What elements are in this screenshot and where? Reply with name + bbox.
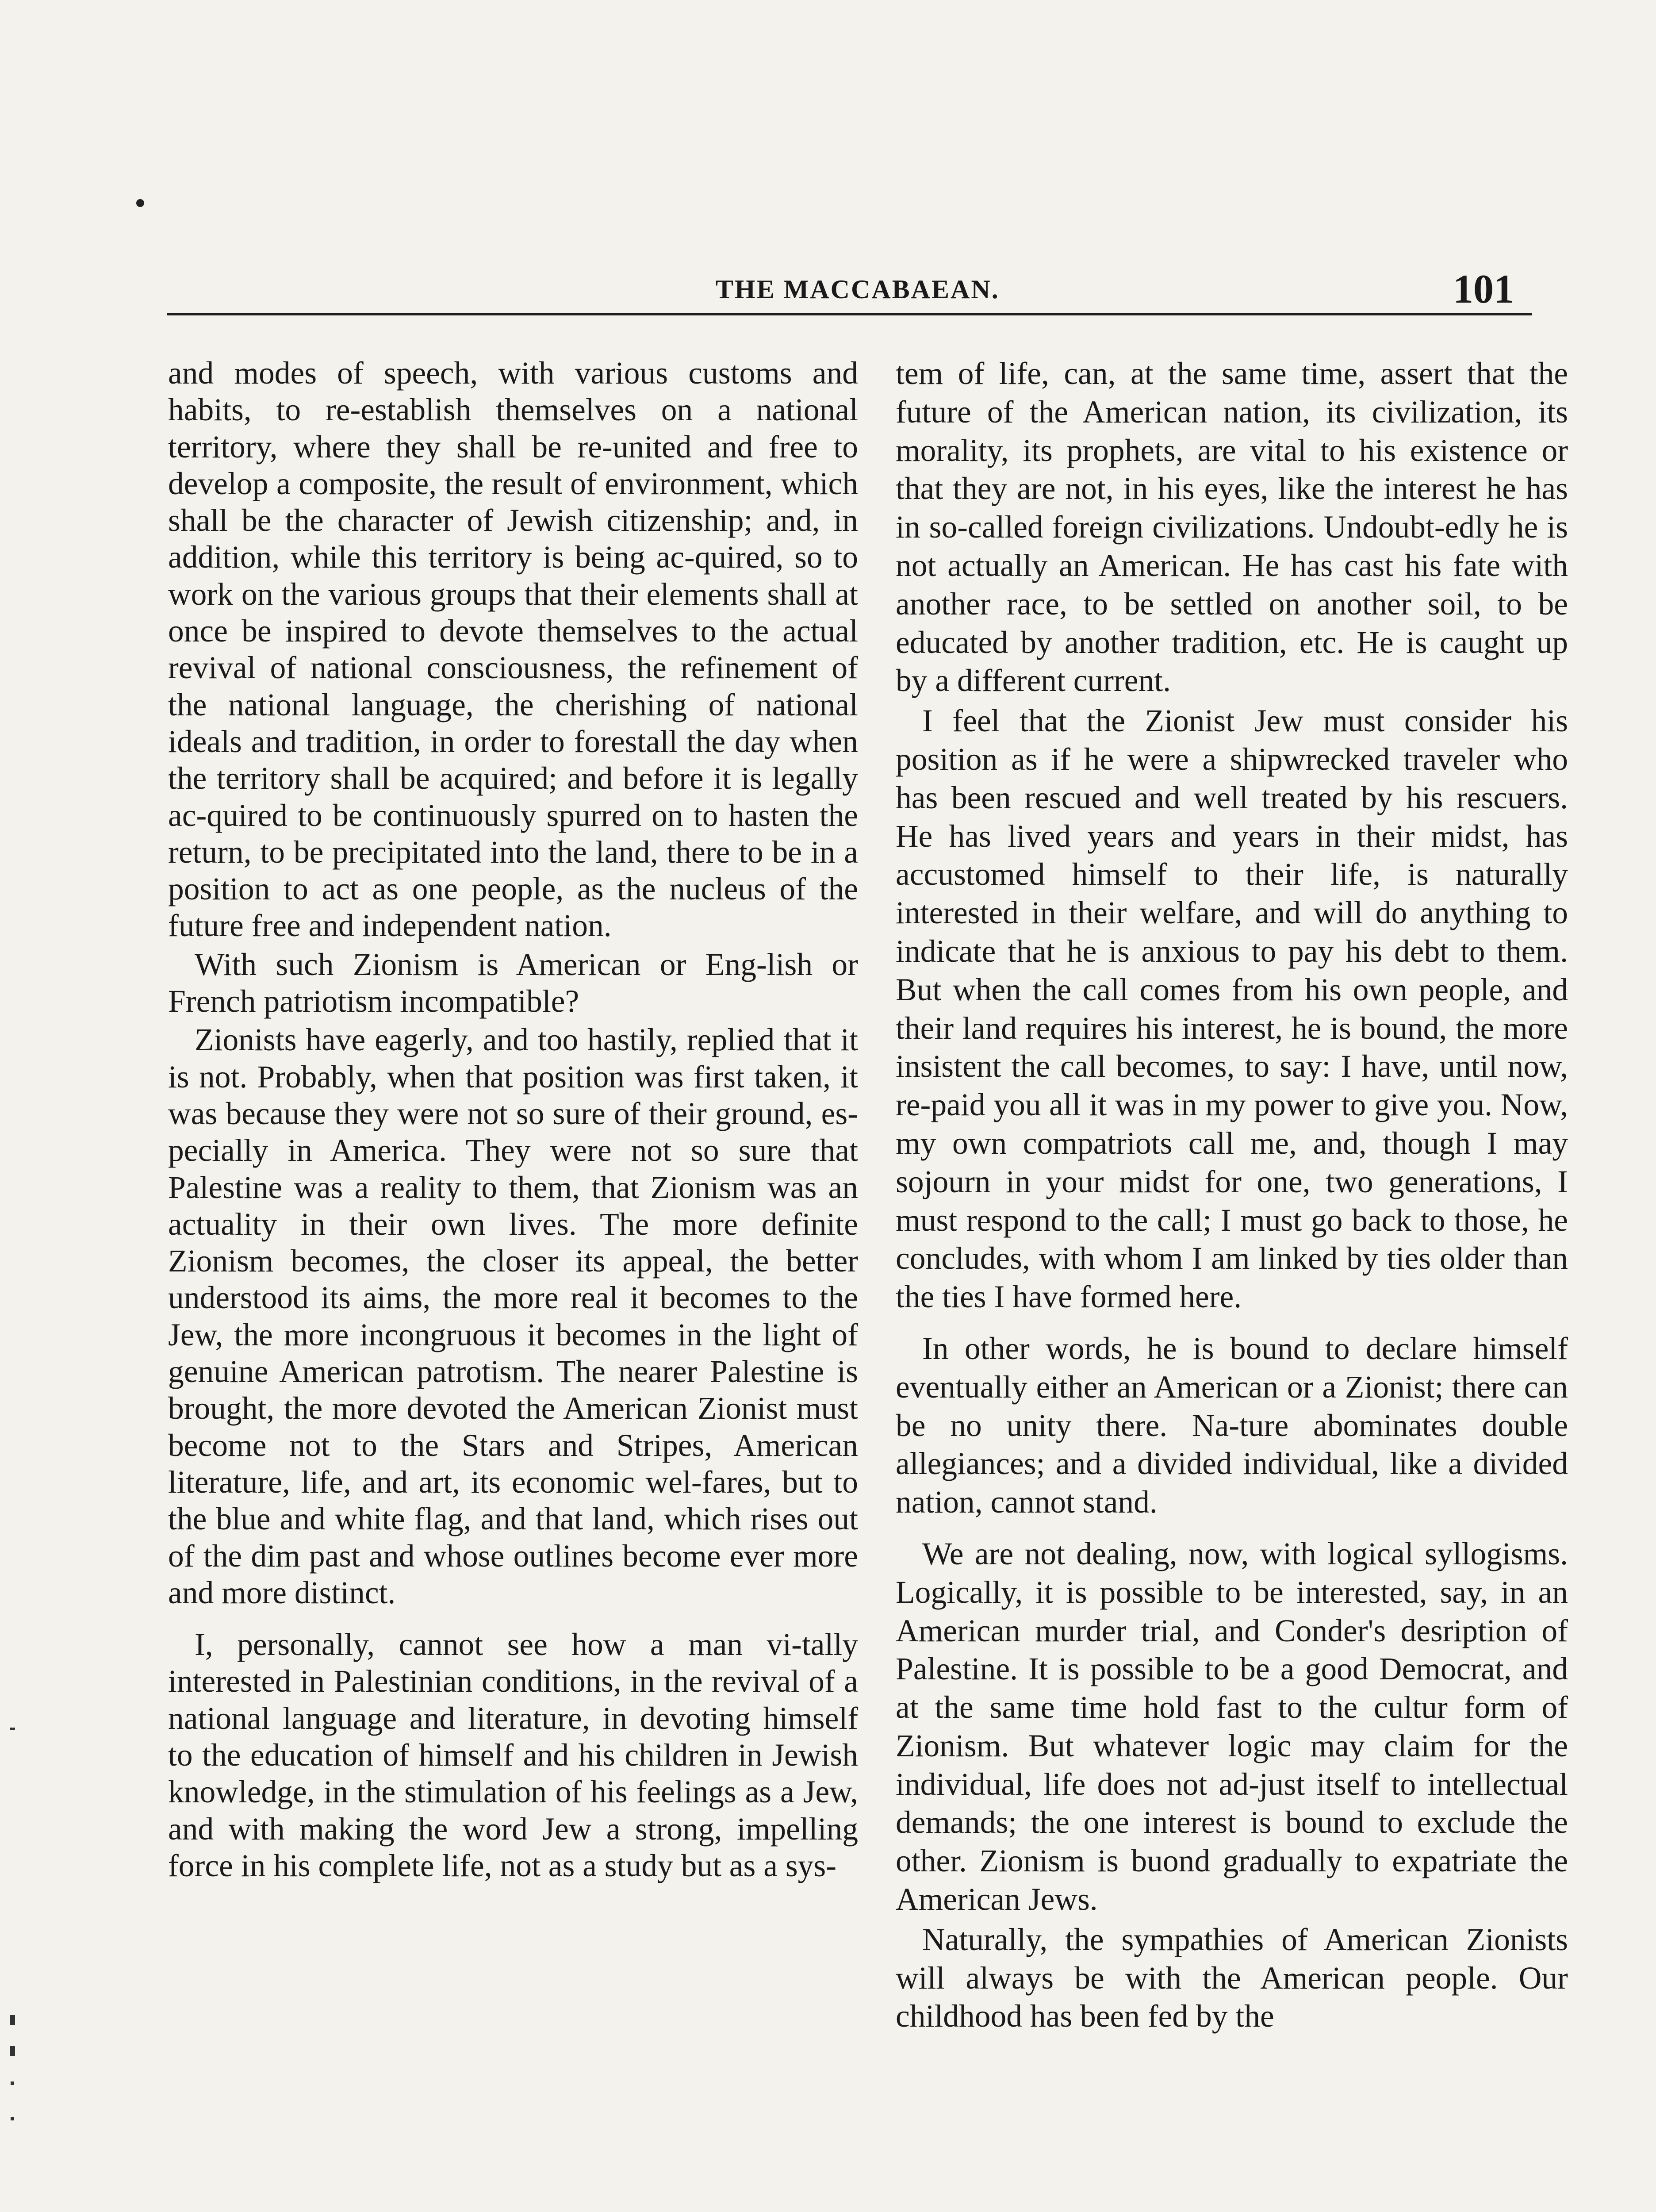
page-header <box>167 265 1532 314</box>
paragraph: In other words, he is bound to declare himself eventually either an American or a Zionist; there can be no unity there. Na-ture abominates double allegiances; and a divided individual, like a divided nation, cannot stand. <box>896 1331 1568 1520</box>
right-column <box>896 355 1568 2191</box>
left-column <box>168 355 858 2191</box>
paragraph: Naturally, the sympathies of American Zionists will always be with the American people. Our childhood has been fed by the <box>896 1922 1568 2034</box>
paragraph: Zionists have eagerly, and too hastily, replied that it is not. Probably, when that position was first taken, it was because they were not so sure of their ground, es-pecially in America. They were not so sure that Palestine was a reality to them, that Zionism was an actuality in their own lives. The more definite Zionism becomes, the closer its appeal, the better understood its aims, the more real it becomes to the Jew, the more incongruous it becomes in the light of genuine American patrotism. The nearer Palestine is brought, the more devoted the American Zionist must become not to the Stars and Stripes, American literature, life, and art, its economic wel-fares, but to the blue and white flag, and that land, which rises out of the dim past and whose outlines become ever more and more distinct. <box>168 1022 858 1610</box>
paragraph: With such Zionism is American or Eng-lish or French patriotism incompatible? <box>168 947 858 1019</box>
header-rule <box>167 313 1532 315</box>
running-title: THE MACCABAEAN. <box>716 275 1000 304</box>
margin-mark <box>11 2117 14 2120</box>
margin-dot <box>136 199 144 207</box>
paragraph: We are not dealing, now, with logical syllogisms. Logically, it is possible to be interested, say, in an American murder trial, and Conder's desription of Palestine. It is possible to be a good Democrat, and at the same time hold fast to the cultur form of Zionism. But whatever logic may claim for the individual, life does not ad-just itself to intellectual demands; the one interest is bound to exclude the other. Zionism is buond gradually to expatriate the American Jews. <box>896 1536 1568 1917</box>
margin-mark <box>10 1728 15 1730</box>
paragraph: I feel that the Zionist Jew must consider his position as if he were a shipwrecked traveler who has been rescued and well treated by his rescuers. He has lived years and years in their midst, has accustomed himself to their life, is naturally interested in their welfare, and will do anything to indicate that he is anxious to pay his debt to them. But when the call comes from his own people, and their land requires his interest, he is bound, the more insistent the call becomes, to say: I have, until now, re-paid you all it was in my power to give you. Now, my own compatriots call me, and, though I may sojourn in your midst for one, two generations, I must respond to the call; I must go back to those, he concludes, with whom I am linked by ties older than the ties I have formed here. <box>896 703 1568 1315</box>
margin-mark <box>11 2081 14 2085</box>
paragraph: and modes of speech, with various customs and habits, to re-establish themselves on a national territory, where they shall be re-united and free to develop a composite, the result of environment, which shall be the character of Jewish citizenship; and, in addition, while this territory is being ac-quired, so to work on the various groups that their elements shall at once be inspired to devote themselves to the actual revival of national consciousness, the refinement of the national language, the cherishing of national ideals and tradition, in order to forestall the day when the territory shall be acquired; and before it is legally ac-quired to be continuously spurred on to hasten the return, to be precipitated into the land, there to be in a position to act as one people, as the nucleus of the future free and independent nation. <box>168 356 858 944</box>
page-number: 101 <box>1453 266 1514 311</box>
margin-mark <box>10 2015 15 2025</box>
margin-mark <box>10 2046 15 2056</box>
paragraph: I, personally, cannot see how a man vi-tally interested in Palestinian conditions, in the revival of a national language and literature, in devoting himself to the education of himself and his children in Jewish knowledge, in the stimulation of his feelings as a Jew, and with making the word Jew a strong, impelling force in his complete life, not as a study but as a sys- <box>168 1627 858 1883</box>
paragraph: tem of life, can, at the same time, assert that the future of the American nation, its civilization, its morality, its prophets, are vital to his existence or that they are not, in his eyes, like the interest he has in so-called foreign civilizations. Undoubt-edly he is not actually an American. He has cast his fate with another race, to be settled on another soil, to be educated by another tradition, etc. He is caught up by a different current. <box>896 356 1568 699</box>
